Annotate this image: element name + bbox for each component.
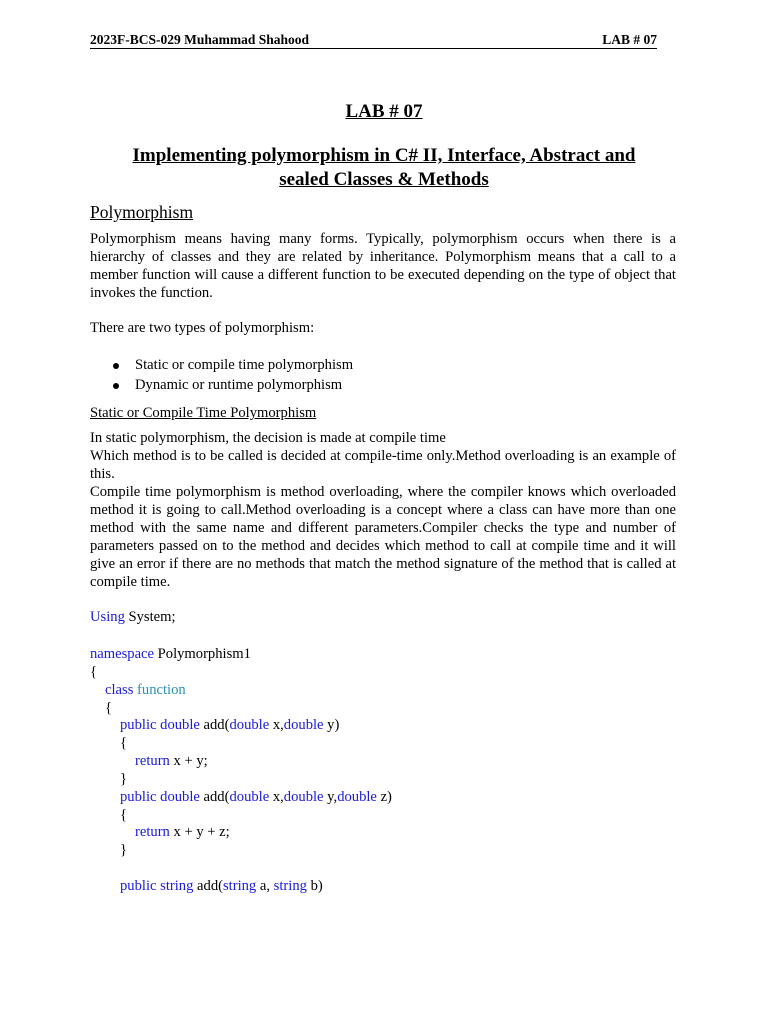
paragraph-compile-time-overloading: Compile time polymorphism is method overloading, where the compiler knows which overloaded method it is going to call.Method overloading is a concept where a class can have more than one method with the same name and different parameters.Compiler checks the type and number of parameters passed on to the method and decides which method to call at compile time and it will give an error if there are no methods that match the method signature of the method that is called at compile time. — [90, 484, 676, 590]
code-class-line: class function — [105, 682, 186, 698]
list-item: Static or compile time polymorphism — [90, 356, 353, 376]
section-heading-polymorphism: Polymorphism — [90, 202, 194, 222]
code-return-line: return x + y + z; — [135, 824, 230, 840]
code-using-line: Using System; — [90, 609, 176, 625]
paragraph-polymorphism-definition: Polymorphism means having many forms. Typically, polymorphism occurs when there is a hierarchy of classes and they are related by inheritance. Polymorphism means that a call to a member function will cause a different function to be executed depending on the type of object that invokes the function. — [90, 231, 676, 301]
code-method-add-three: public double add(double x,double y,double z) — [120, 789, 392, 805]
list-item: Dynamic or runtime polymorphism — [90, 376, 353, 396]
polymorphism-types-list — [90, 356, 353, 395]
code-method-add-strings: public string add(string a, string b) — [120, 878, 323, 894]
bullet-icon — [113, 383, 119, 389]
code-brace: { — [120, 735, 128, 751]
paragraph-types-intro: There are two types of polymorphism: — [90, 320, 315, 336]
section-heading-static-polymorphism: Static or Compile Time Polymorphism — [90, 405, 317, 421]
paragraph-static-line: In static polymorphism, the decision is made at compile time — [90, 430, 446, 446]
code-brace: { — [120, 807, 128, 823]
header-author: 2023F-BCS-029 Muhammad Shahood — [90, 32, 310, 47]
main-title-line-2: sealed Classes & Methods — [279, 169, 489, 190]
paragraph-static-method-call: Which method is to be called is decided at compile-time only.Method overloading is an example of this. — [90, 448, 676, 482]
code-return-line: return x + y; — [135, 753, 208, 769]
code-namespace-line: namespace Polymorphism1 — [90, 646, 251, 662]
main-title-line-1: Implementing polymorphism in C# II, Interface, Abstract and — [132, 145, 636, 166]
code-brace: { — [90, 664, 98, 680]
bullet-icon — [113, 363, 119, 369]
main-title — [100, 144, 668, 192]
code-brace: } — [120, 771, 128, 787]
code-method-add-two: public double add(double x,double y) — [120, 717, 340, 733]
code-brace: { — [105, 700, 113, 716]
lab-title: LAB # 07 — [345, 101, 423, 122]
header-lab-number: LAB # 07 — [602, 32, 657, 47]
page-header — [90, 32, 657, 49]
code-brace: } — [120, 842, 128, 858]
